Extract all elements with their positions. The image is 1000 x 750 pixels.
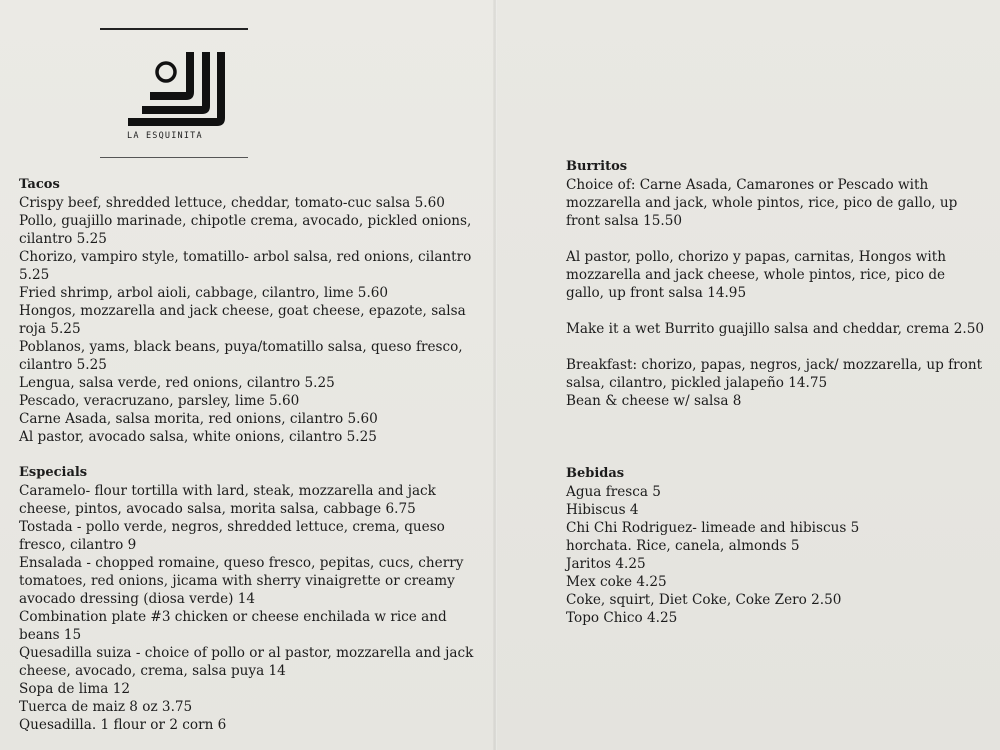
bebidas-heading: Bebidas — [566, 466, 625, 481]
left-column — [19, 176, 489, 734]
menu-item: Crispy beef, shredded lettuce, cheddar, tomato-cuc salsa 5.60 — [19, 195, 445, 211]
menu-item: Pollo, guajillo marinade, chipotle crema, avocado, pickled onions, cilantro 5.25 — [19, 213, 472, 247]
menu-item: Quesadilla. 1 flour or 2 corn 6 — [19, 717, 227, 733]
menu-item: Carne Asada, salsa morita, red onions, cilantro 5.60 — [19, 411, 378, 427]
menu-item: Sopa de lima 12 — [19, 681, 131, 697]
especials-list — [19, 482, 489, 734]
menu-item: Mex coke 4.25 — [566, 574, 667, 590]
menu-item: Agua fresca 5 — [566, 484, 661, 500]
menu-item: Tostada - pollo verde, negros, shredded lettuce, crema, queso fresco, cilantro 9 — [19, 519, 445, 553]
menu-item: Make it a wet Burrito guajillo salsa and cheddar, crema 2.50 — [566, 321, 985, 337]
brand-name: LA ESQUINITA — [127, 131, 203, 141]
burritos-list — [566, 176, 986, 410]
logo-bottom-rule — [100, 157, 248, 158]
menu-item: Caramelo- flour tortilla with lard, steak, mozzarella and jack cheese, pintos, avocado salsa, morita salsa, cabbage 6.75 — [19, 483, 436, 517]
la-esquinita-logo-icon — [128, 48, 228, 128]
menu-item: Pescado, veracruzano, parsley, lime 5.60 — [19, 393, 300, 409]
menu-item: Bean & cheese w/ salsa 8 — [566, 393, 742, 409]
menu-item: Breakfast: chorizo, papas, negros, jack/ mozzarella, up front salsa, cilantro, pickled jalapeño 14.75 — [566, 357, 983, 391]
logo-top-rule — [100, 28, 248, 30]
menu-item: Quesadilla suiza - choice of pollo or al pastor, mozzarella and jack cheese, avocado, crema, salsa puya 14 — [19, 645, 474, 679]
menu-item: Ensalada - chopped romaine, queso fresco, pepitas, cucs, cherry tomatoes, red onions, jicama with sherry vinaigrette or creamy avocado dressing (diosa verde) 14 — [19, 555, 464, 607]
menu-item: Coke, squirt, Diet Coke, Coke Zero 2.50 — [566, 592, 842, 608]
menu-item: Al pastor, pollo, chorizo y papas, carnitas, Hongos with mozzarella and jack cheese, whole pintos, rice, pico de gallo, up front salsa 14.95 — [566, 249, 946, 301]
menu-item: Poblanos, yams, black beans, puya/tomatillo salsa, queso fresco, cilantro 5.25 — [19, 339, 463, 373]
menu-item: Lengua, salsa verde, red onions, cilantro 5.25 — [19, 375, 335, 391]
menu-item: Tuerca de maiz 8 oz 3.75 — [19, 699, 193, 715]
right-column — [566, 158, 986, 627]
bebidas-list — [566, 483, 986, 627]
menu-item: Choice of: Carne Asada, Camarones or Pescado with mozzarella and jack, whole pintos, rice, pico de gallo, up front salsa 15.50 — [566, 177, 958, 229]
menu-item: Combination plate #3 chicken or cheese enchilada w rice and beans 15 — [19, 609, 447, 643]
menu-item: Hongos, mozzarella and jack cheese, goat cheese, epazote, salsa roja 5.25 — [19, 303, 466, 337]
menu-item: Hibiscus 4 — [566, 502, 639, 518]
menu-item: Chi Chi Rodriguez- limeade and hibiscus 5 — [566, 520, 860, 536]
page-fold — [493, 0, 497, 750]
menu-item: Al pastor, avocado salsa, white onions, cilantro 5.25 — [19, 429, 377, 445]
menu-item: Topo Chico 4.25 — [566, 610, 678, 626]
especials-heading: Especials — [19, 465, 88, 480]
menu-item: horchata. Rice, canela, almonds 5 — [566, 538, 800, 554]
tacos-heading: Tacos — [19, 177, 60, 192]
menu-item: Fried shrimp, arbol aioli, cabbage, cilantro, lime 5.60 — [19, 285, 389, 301]
burritos-heading: Burritos — [566, 159, 628, 174]
tacos-list — [19, 194, 489, 446]
menu-item: Chorizo, vampiro style, tomatillo- arbol salsa, red onions, cilantro 5.25 — [19, 249, 472, 283]
menu-item: Jaritos 4.25 — [566, 556, 646, 572]
